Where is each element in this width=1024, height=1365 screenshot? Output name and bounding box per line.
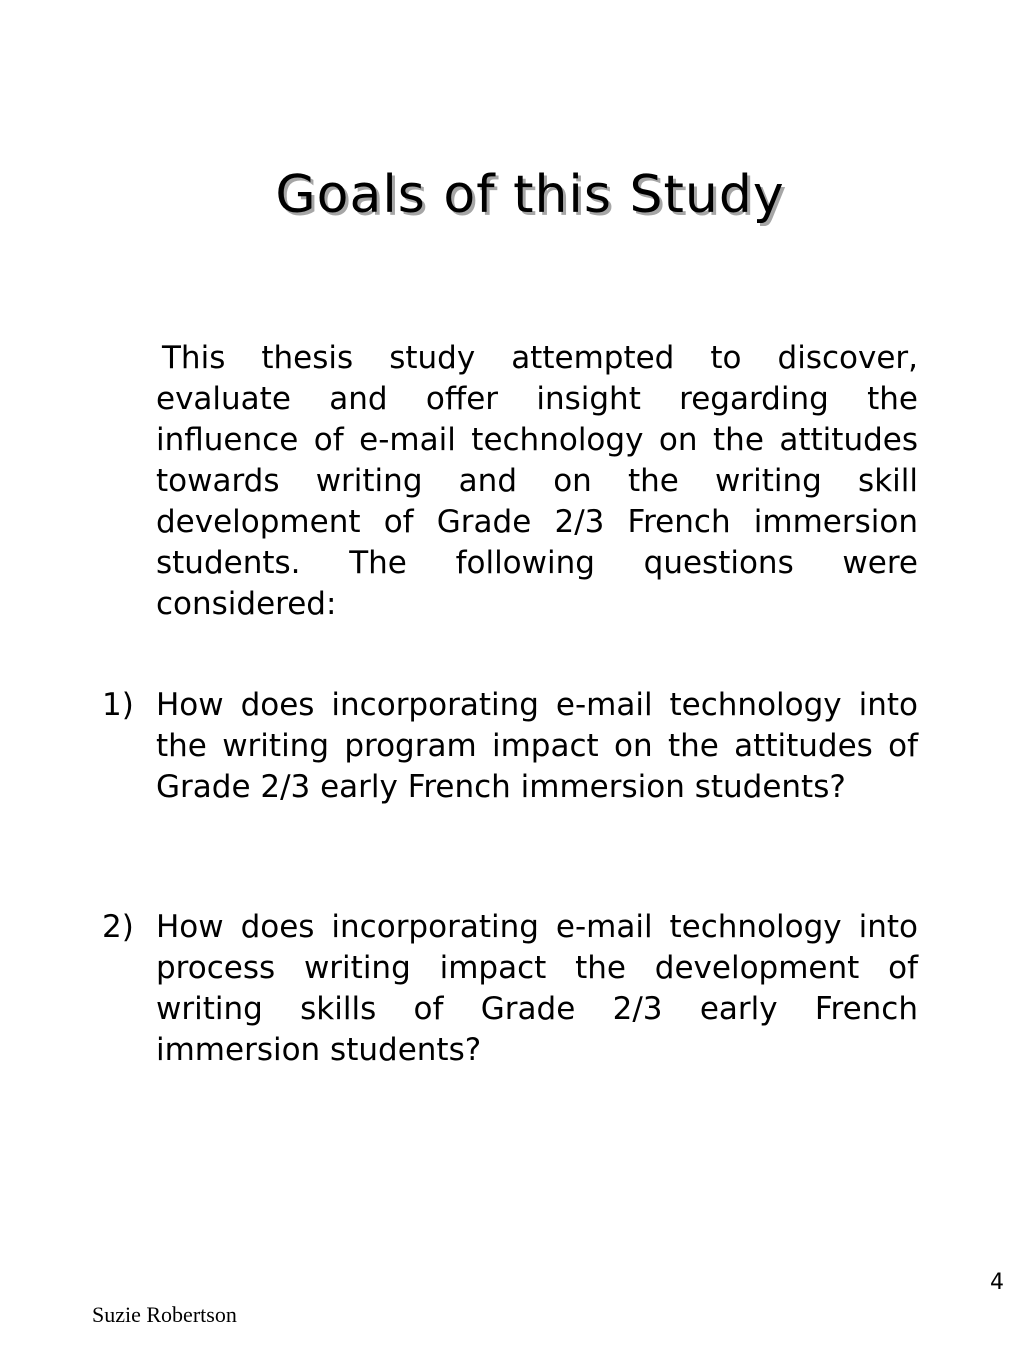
page-number: 4 xyxy=(990,1270,1004,1295)
intro-paragraph: This thesis study attempted to discover, evaluate and offer insight regarding the influence of e-mail technology on the attitudes towards writing and on the writing skill development of Grade 2/3 French immersion students. The following questions were considered: xyxy=(156,340,918,622)
footer-author: Suzie Robertson xyxy=(92,1302,237,1327)
slide-title: Goals of this Study xyxy=(275,165,785,225)
question-number-1: 1) xyxy=(102,687,134,723)
question-2-text: How does incorporating e-mail technology into process writing impact the development of writing skills of Grade 2/3 early French immersion students? xyxy=(156,909,918,1068)
question-1-text: How does incorporating e-mail technology into the writing program impact on the attitudes of Grade 2/3 early French immersion students? xyxy=(156,687,918,805)
question-number-2: 2) xyxy=(102,909,134,945)
